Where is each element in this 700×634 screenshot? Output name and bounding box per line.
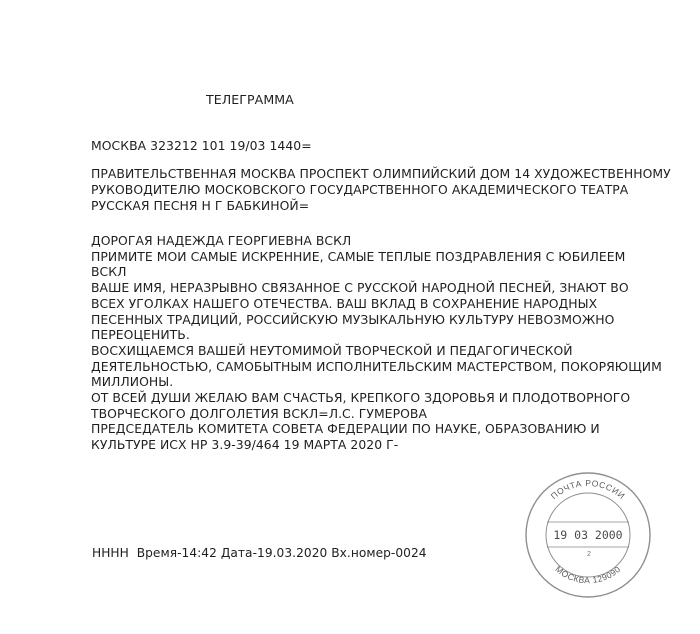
body-line: ДЕЯТЕЛЬНОСТЬЮ, САМОБЫТНЫМ ИСПОЛНИТЕЛЬСКИМ МАСТЕРСТВОМ, ПОКОРЯЮЩИМ [91,359,662,374]
body-line: ВСКЛ [91,264,127,279]
body-line: ДОРОГАЯ НАДЕЖДА ГЕОРГИЕВНА ВСКЛ [91,233,352,248]
body-line: ОТ ВСЕЙ ДУШИ ЖЕЛАЮ ВАМ СЧАСТЬЯ, КРЕПКОГО ЗДОРОВЬЯ И ПЛОДОТВОРНОГО [91,390,631,405]
delivery-footer: НННН Время-14:42 Дата-19.03.2020 Вх.номер-0024 [92,546,427,560]
stamp-date: 19 03 2000 [553,528,623,542]
scan-top-edge [0,0,700,10]
stamp-small-text: 2 [587,551,591,558]
body-line: ТВОРЧЕСКОГО ДОЛГОЛЕТИЯ ВСКЛ=Л.С. ГУМЕРОВА [91,406,427,421]
address-line: РУКОВОДИТЕЛЮ МОСКОВСКОГО ГОСУДАРСТВЕННОГО АКАДЕМИЧЕСКОГО ТЕАТРА [91,182,629,197]
body-line: МИЛЛИОНЫ. [91,374,174,389]
address-line: ПРАВИТЕЛЬСТВЕННАЯ МОСКВА ПРОСПЕКТ ОЛИМПИЙСКИЙ ДОМ 14 ХУДОЖЕСТВЕННОМУ [91,166,671,181]
routing-line: МОСКВА 323212 101 19/03 1440= [91,138,312,153]
telegram-title: ТЕЛЕГРАММА [206,92,294,107]
signature-line: ПРЕДСЕДАТЕЛЬ КОМИТЕТА СОВЕТА ФЕДЕРАЦИИ ПО НАУКЕ, ОБРАЗОВАНИЮ И [91,421,600,436]
body-line: ВОСХИЩАЕМСЯ ВАШЕЙ НЕУТОМИМОЙ ТВОРЧЕСКОЙ И ПЕДАГОГИЧЕСКОЙ [91,343,573,358]
body-line: ВАШЕ ИМЯ, НЕРАЗРЫВНО СВЯЗАННОЕ С РУССКОЙ НАРОДНОЙ ПЕСНЕЙ, ЗНАЮТ ВО [91,280,629,295]
signature-line: КУЛЬТУРЕ ИСХ НР 3.9-39/464 19 МАРТА 2020 Г- [91,437,399,452]
post-office-stamp [523,470,653,600]
body-line: ПЕРЕОЦЕНИТЬ. [91,327,190,342]
address-line: РУССКАЯ ПЕСНЯ Н Г БАБКИНОЙ= [91,198,310,213]
stamp-bottom-text: МОСКВА 129090 [553,563,623,586]
body-line: ПЕСЕННЫХ ТРАДИЦИЙ, РОССИЙСКУЮ МУЗЫКАЛЬНУЮ КУЛЬТУРУ НЕВОЗМОЖНО [91,312,615,327]
stamp-top-text: ПОЧТА РОССИИ [548,477,628,502]
body-line: ПРИМИТЕ МОИ САМЫЕ ИСКРЕННИЕ, САМЫЕ ТЕПЛЫЕ ПОЗДРАВЛЕНИЯ С ЮБИЛЕЕМ [91,249,626,264]
body-line: ВСЕХ УГОЛКАХ НАШЕГО ОТЕЧЕСТВА. ВАШ ВКЛАД В СОХРАНЕНИЕ НАРОДНЫХ [91,296,598,311]
